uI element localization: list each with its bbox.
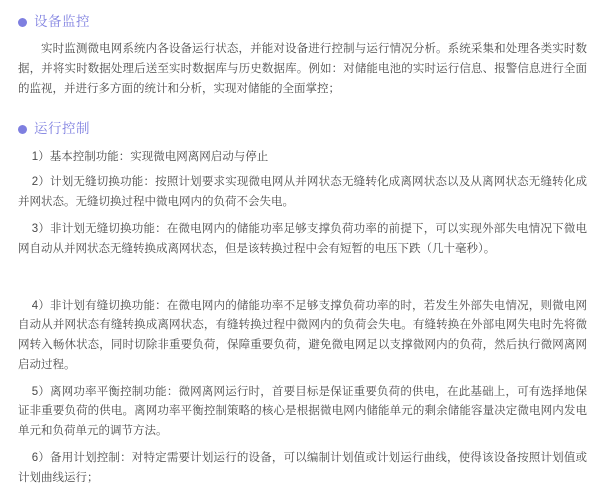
spacer: [18, 267, 587, 297]
section-title: 运行控制: [34, 121, 90, 137]
list-item: 3）非计划无缝切换功能：在微电网内的储能功率足够支撑负荷功率的前提下，可以实现外部失电情况下微电网自动从并网状态无缝转换成离网状态，但是该转换过程中会有短暂的电压下跌（几十毫秒）。: [18, 222, 587, 255]
bullet-dot-icon: [18, 125, 27, 134]
bullet-dot-icon: [18, 18, 27, 27]
list-item: 1）基本控制功能：实现微电网离网启动与停止: [31, 150, 269, 163]
section-title: 设备监控: [34, 14, 90, 29]
list-item: 2）计划无缝切换功能：按照计划要求实现微电网从并网状态无缝转化成离网状态以及从离网状态无缝转化成并网状态。无缝切换过程中微电网内的负荷不会失电。: [18, 176, 587, 209]
list-item: 4）非计划有缝切换功能：在微电网内的储能功率不足够支撑负荷功率的时，若发生外部失电情况，则微电网自动从并网状态有缝转换成离网状态，有缝转换过程中微网内的负荷会失电。有缝转换在外部电网失电时先将微网转入畅休状态，同时切除非重要负荷，保障重要负荷，避免微电网足以支撑微网内的负荷，然后执行微网离网启动过程。: [18, 299, 587, 371]
list-item: 6）备用计划控制：对特定需要计划运行的设备，可以编制计划值或计划运行曲线，使得该设备按照计划值或计划曲线运行；: [18, 451, 587, 484]
paragraph: 实时监测微电网系统内各设备运行状态，并能对设备进行控制与运行情况分析。系统采集和处理各类实时数据，并将实时数据处理后送至实时数据库与历史数据库。例如：对储能电池的实时运行信息、报警信息进行全面的监视，并进行多方面的统计和分析，实现对储能的全面掌控；: [18, 43, 587, 95]
section-header-operation-control: [18, 121, 587, 137]
section-header-device-monitoring: [18, 14, 587, 30]
list-item: 5）离网功率平衡控制功能：微网离网运行时，首要目标是保证重要负荷的供电，在此基础上，可有选择地保证非重要负荷的供电。离网功率平衡控制策略的核心是根据微电网内储能单元的剩余储能容量决定微电网内发电单元和负荷单元的调节方法。: [18, 385, 587, 438]
